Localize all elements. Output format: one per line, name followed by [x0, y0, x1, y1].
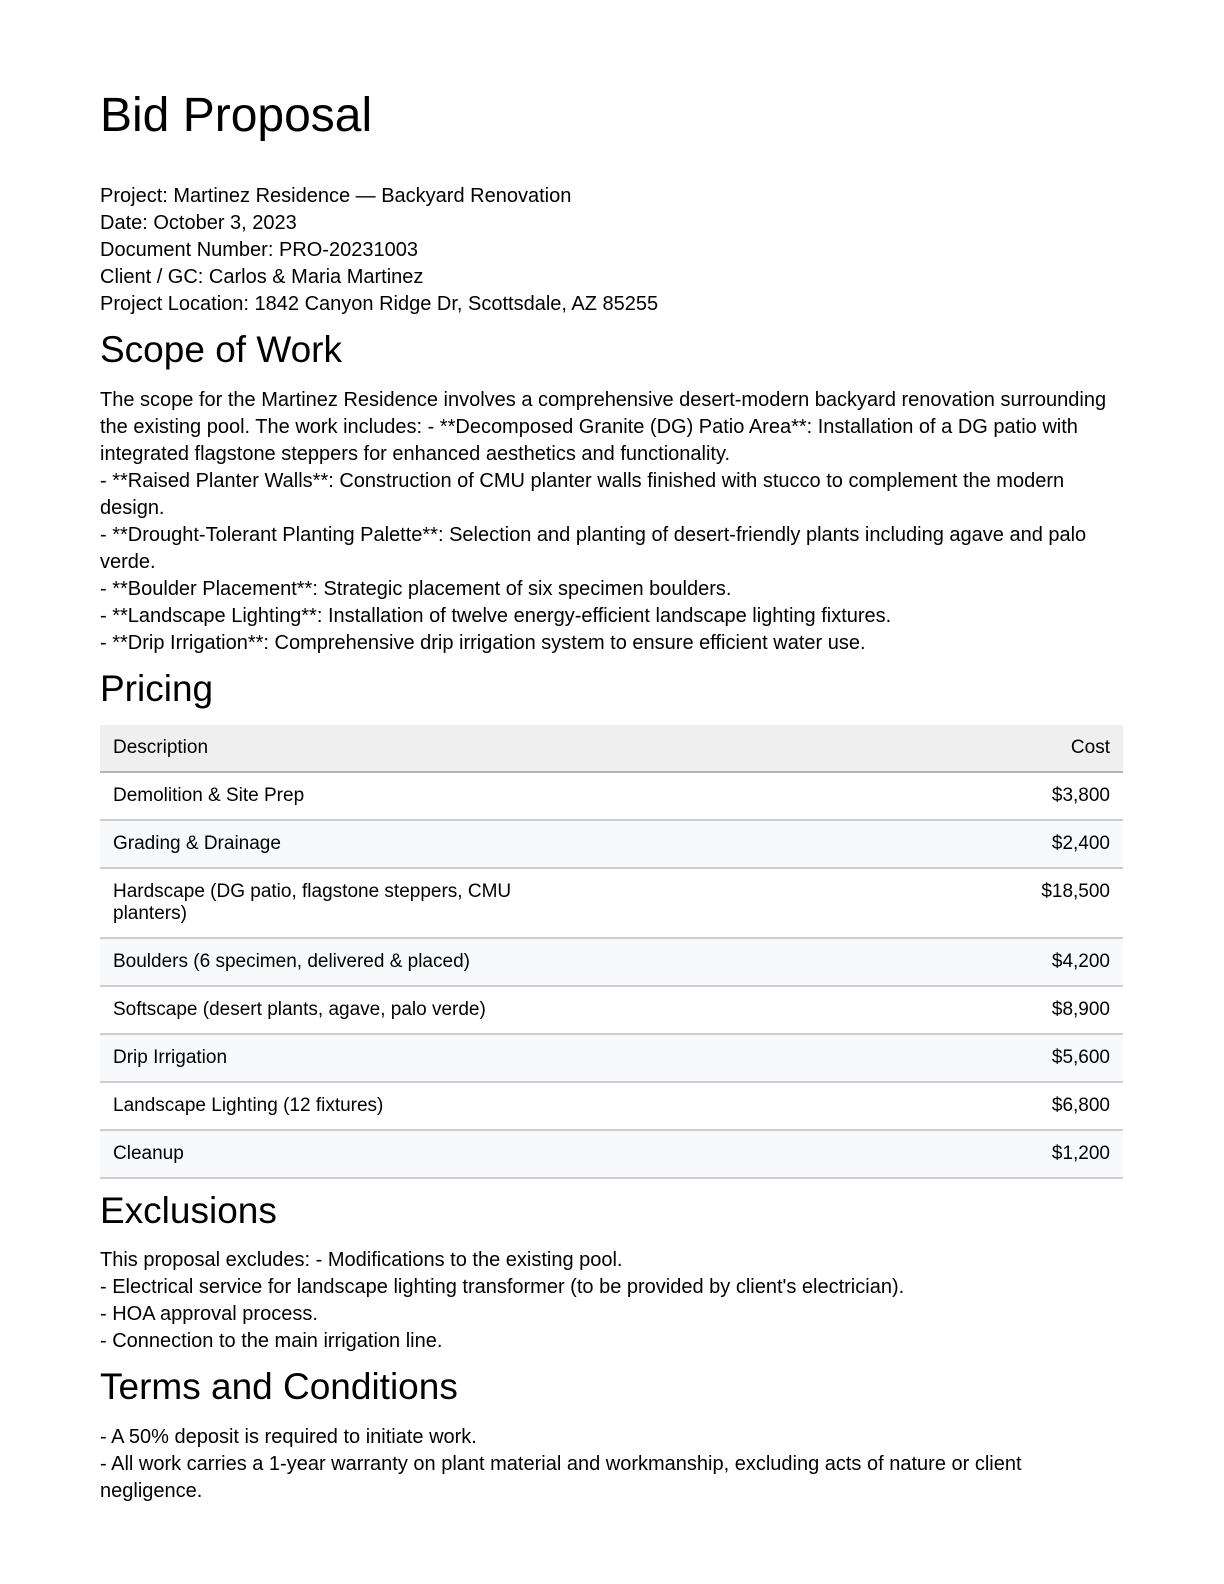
pricing-table [100, 725, 1123, 1179]
pricing-row-description: Cleanup [100, 1130, 530, 1178]
pricing-row-description: Grading & Drainage [100, 820, 530, 868]
meta-date: Date: October 3, 2023 [100, 212, 297, 235]
scope-line-intro: The scope for the Martinez Residence involves a comprehensive desert-modern backyard renovation surrounding the existing pool. The work includes: - **Decomposed Granite (DG) Patio Area**: Installation of a DG patio with integrated flagstone steppers for enhanced aesthetics and functionality. [100, 388, 1107, 465]
pricing-row-hardscape [100, 868, 1123, 938]
document-title: Bid Proposal [100, 89, 373, 142]
project-meta [100, 183, 1123, 318]
pricing-row-cost: $2,400 [530, 820, 1123, 868]
exclusions-text [100, 1247, 1123, 1355]
scope-line-planting-palette: - **Drought-Tolerant Planting Palette**: Selection and planting of desert-friendly plants including agave and palo verde. [100, 523, 1087, 573]
scope-line-boulder-placement: - **Boulder Placement**: Strategic placement of six specimen boulders. [100, 577, 732, 600]
pricing-row-cost: $5,600 [530, 1034, 1123, 1082]
terms-heading: Terms and Conditions [100, 1366, 458, 1408]
terms-line-deposit: - A 50% deposit is required to initiate work. [100, 1425, 477, 1448]
pricing-row-description: Softscape (desert plants, agave, palo verde) [113, 998, 486, 1020]
pricing-row-drip-irrigation [100, 1034, 1123, 1082]
pricing-row-cost: $8,900 [1051, 998, 1110, 1020]
pricing-row-landscape-lighting [100, 1082, 1123, 1130]
exclusion-line-electrical: - Electrical service for landscape lighting transformer (to be provided by client's electrician). [100, 1276, 905, 1299]
exclusions-heading: Exclusions [100, 1189, 277, 1231]
scope-line-landscape-lighting: - **Landscape Lighting**: Installation of twelve energy-efficient landscape lighting fixtures. [100, 604, 892, 627]
scope-of-work-text [100, 387, 1123, 657]
scope-line-planter-walls: - **Raised Planter Walls**: Construction of CMU planter walls finished with stucco to complement the modern design. [100, 469, 1065, 519]
pricing-row-demolition [100, 772, 1123, 820]
exclusion-line-hoa: - HOA approval process. [100, 1303, 318, 1326]
exclusion-line-pool: This proposal excludes: - Modifications to the existing pool. [100, 1249, 623, 1272]
pricing-row-description: Landscape Lighting (12 fixtures) [113, 1094, 384, 1116]
pricing-row-grading [100, 820, 1123, 868]
terms-line-warranty: - All work carries a 1-year warranty on plant material and workmanship, excluding acts of nature or client negligence. [100, 1452, 1022, 1502]
pricing-row-cleanup [100, 1130, 1123, 1178]
pricing-header-cost: Cost [530, 725, 1123, 772]
scope-line-drip-irrigation: - **Drip Irrigation**: Comprehensive drip irrigation system to ensure efficient water use. [100, 631, 866, 654]
meta-project: Project: Martinez Residence — Backyard Renovation [100, 185, 572, 208]
pricing-row-description: Demolition & Site Prep [113, 784, 305, 806]
pricing-row-cost: $6,800 [1051, 1094, 1110, 1116]
pricing-row-softscape [100, 986, 1123, 1034]
scope-of-work-heading: Scope of Work [100, 329, 342, 371]
pricing-row-description: Boulders (6 specimen, delivered & placed) [100, 938, 530, 986]
terms-text [100, 1424, 1123, 1505]
pricing-row-cost: $18,500 [1041, 880, 1110, 902]
meta-client: Client / GC: Carlos & Maria Martinez [100, 266, 424, 289]
pricing-row-boulders [100, 938, 1123, 986]
exclusion-line-irrigation-main: - Connection to the main irrigation line. [100, 1330, 443, 1353]
pricing-table-header-row [100, 725, 1123, 772]
meta-document-number: Document Number: PRO-20231003 [100, 239, 418, 262]
meta-location: Project Location: 1842 Canyon Ridge Dr, Scottsdale, AZ 85255 [100, 293, 659, 316]
pricing-row-cost: $4,200 [530, 938, 1123, 986]
pricing-row-cost: $3,800 [1051, 784, 1110, 806]
pricing-heading: Pricing [100, 667, 214, 709]
pricing-header-description: Description [100, 725, 530, 772]
pricing-row-description: Drip Irrigation [100, 1034, 530, 1082]
pricing-row-cost: $1,200 [530, 1130, 1123, 1178]
pricing-row-description: Hardscape (DG patio, flagstone steppers, CMU planters) [113, 880, 512, 924]
